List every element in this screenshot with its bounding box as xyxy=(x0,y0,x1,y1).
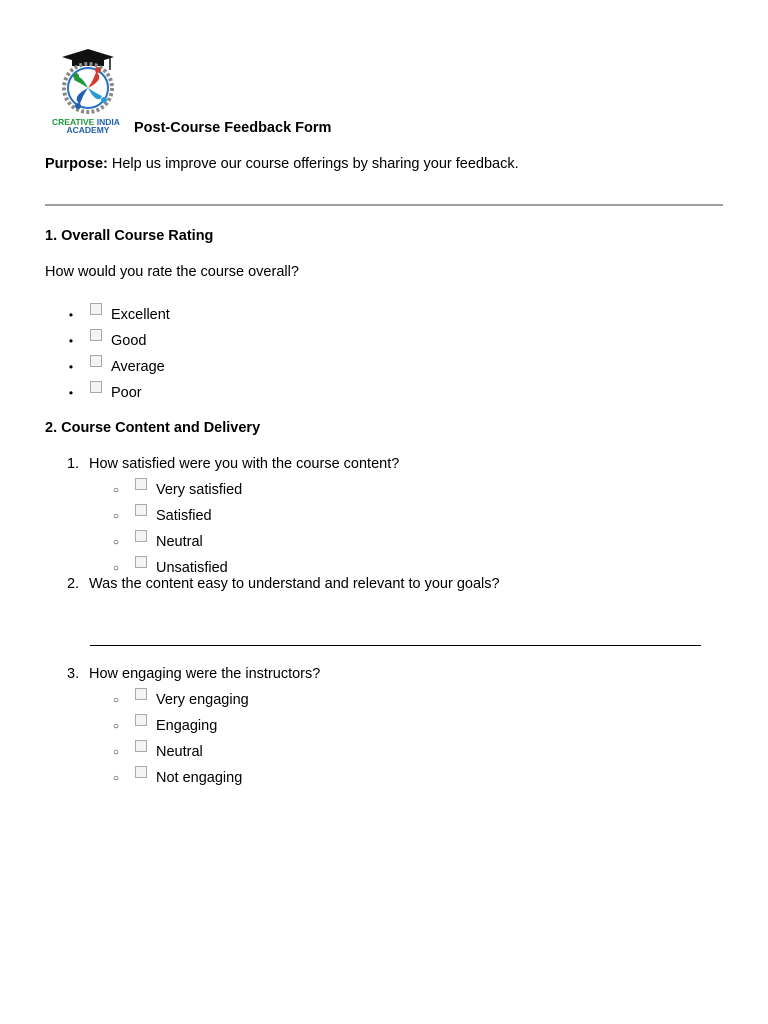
hollow-bullet-icon: ○ xyxy=(112,720,120,732)
overall-rating-options xyxy=(65,302,170,406)
option-engaging xyxy=(110,713,249,739)
option-label: Poor xyxy=(111,385,142,401)
unsatisfied-checkbox[interactable] xyxy=(135,556,147,568)
rating-option-poor xyxy=(65,380,170,406)
hollow-bullet-icon: ○ xyxy=(112,510,120,522)
option-label: Unsatisfied xyxy=(156,560,228,576)
form-title: Post-Course Feedback Form xyxy=(134,120,332,136)
neutral-checkbox[interactable] xyxy=(135,530,147,542)
good-checkbox[interactable] xyxy=(90,329,102,341)
hollow-bullet-icon: ○ xyxy=(112,562,120,574)
engaging-checkbox[interactable] xyxy=(135,714,147,726)
neutral-engagement-checkbox[interactable] xyxy=(135,740,147,752)
bullet-icon: • xyxy=(68,308,74,322)
option-very-engaging xyxy=(110,687,249,713)
excellent-checkbox[interactable] xyxy=(90,303,102,315)
option-label: Engaging xyxy=(156,718,218,734)
hollow-bullet-icon: ○ xyxy=(112,536,120,548)
question-number: 2. xyxy=(67,576,80,592)
content-satisfaction-question xyxy=(67,456,399,472)
option-neutral-engagement xyxy=(110,739,249,765)
instructor-engagement-options xyxy=(110,687,249,791)
purpose-text: Help us improve our course offerings by sharing your feedback. xyxy=(111,156,519,172)
rating-option-good xyxy=(65,328,170,354)
bullet-icon: • xyxy=(68,386,74,400)
section-2-title: 2. Course Content and Delivery xyxy=(45,420,261,436)
overall-rating-question: How would you rate the course overall? xyxy=(45,264,299,280)
option-label: Not engaging xyxy=(156,770,243,786)
content-relevance-question xyxy=(67,576,500,592)
not-engaging-checkbox[interactable] xyxy=(135,766,147,778)
option-label: Very satisfied xyxy=(156,482,243,498)
poor-checkbox[interactable] xyxy=(90,381,102,393)
bullet-icon: • xyxy=(68,360,74,374)
question-text: How engaging were the instructors? xyxy=(89,666,321,682)
option-label: Excellent xyxy=(111,307,170,323)
logo-word-india: INDIA xyxy=(96,117,120,127)
question-text: How satisfied were you with the course content? xyxy=(89,456,400,472)
purpose-statement xyxy=(45,156,519,172)
logo-word-creative: CREATIVE xyxy=(52,117,95,127)
rating-option-average xyxy=(65,354,170,380)
option-very-satisfied xyxy=(110,477,242,503)
question-text: Was the content easy to understand and relevant to your goals? xyxy=(89,576,500,592)
option-label: Neutral xyxy=(156,534,203,550)
option-label: Neutral xyxy=(156,744,203,760)
very-satisfied-checkbox[interactable] xyxy=(135,478,147,490)
hollow-bullet-icon: ○ xyxy=(112,484,120,496)
logo-word-academy: ACADEMY xyxy=(66,125,110,135)
option-label: Average xyxy=(111,359,165,375)
bullet-icon: • xyxy=(68,334,74,348)
option-label: Very engaging xyxy=(156,692,249,708)
option-neutral xyxy=(110,529,242,555)
question-number: 3. xyxy=(67,666,80,682)
instructor-engagement-question xyxy=(67,666,320,682)
average-checkbox[interactable] xyxy=(90,355,102,367)
option-label: Good xyxy=(111,333,147,349)
hollow-bullet-icon: ○ xyxy=(112,746,120,758)
horizontal-divider xyxy=(45,204,723,206)
option-satisfied xyxy=(110,503,242,529)
rating-option-excellent xyxy=(65,302,170,328)
content-satisfaction-options xyxy=(110,477,242,581)
hollow-bullet-icon: ○ xyxy=(112,694,120,706)
option-not-engaging xyxy=(110,765,249,791)
question-number: 1. xyxy=(67,456,80,472)
content-relevance-answer-line[interactable] xyxy=(90,645,701,646)
option-label: Satisfied xyxy=(156,508,212,524)
very-engaging-checkbox[interactable] xyxy=(135,688,147,700)
purpose-label: Purpose: xyxy=(45,156,108,172)
hollow-bullet-icon: ○ xyxy=(112,772,120,784)
section-1-title: 1. Overall Course Rating xyxy=(45,228,214,244)
satisfied-checkbox[interactable] xyxy=(135,504,147,516)
